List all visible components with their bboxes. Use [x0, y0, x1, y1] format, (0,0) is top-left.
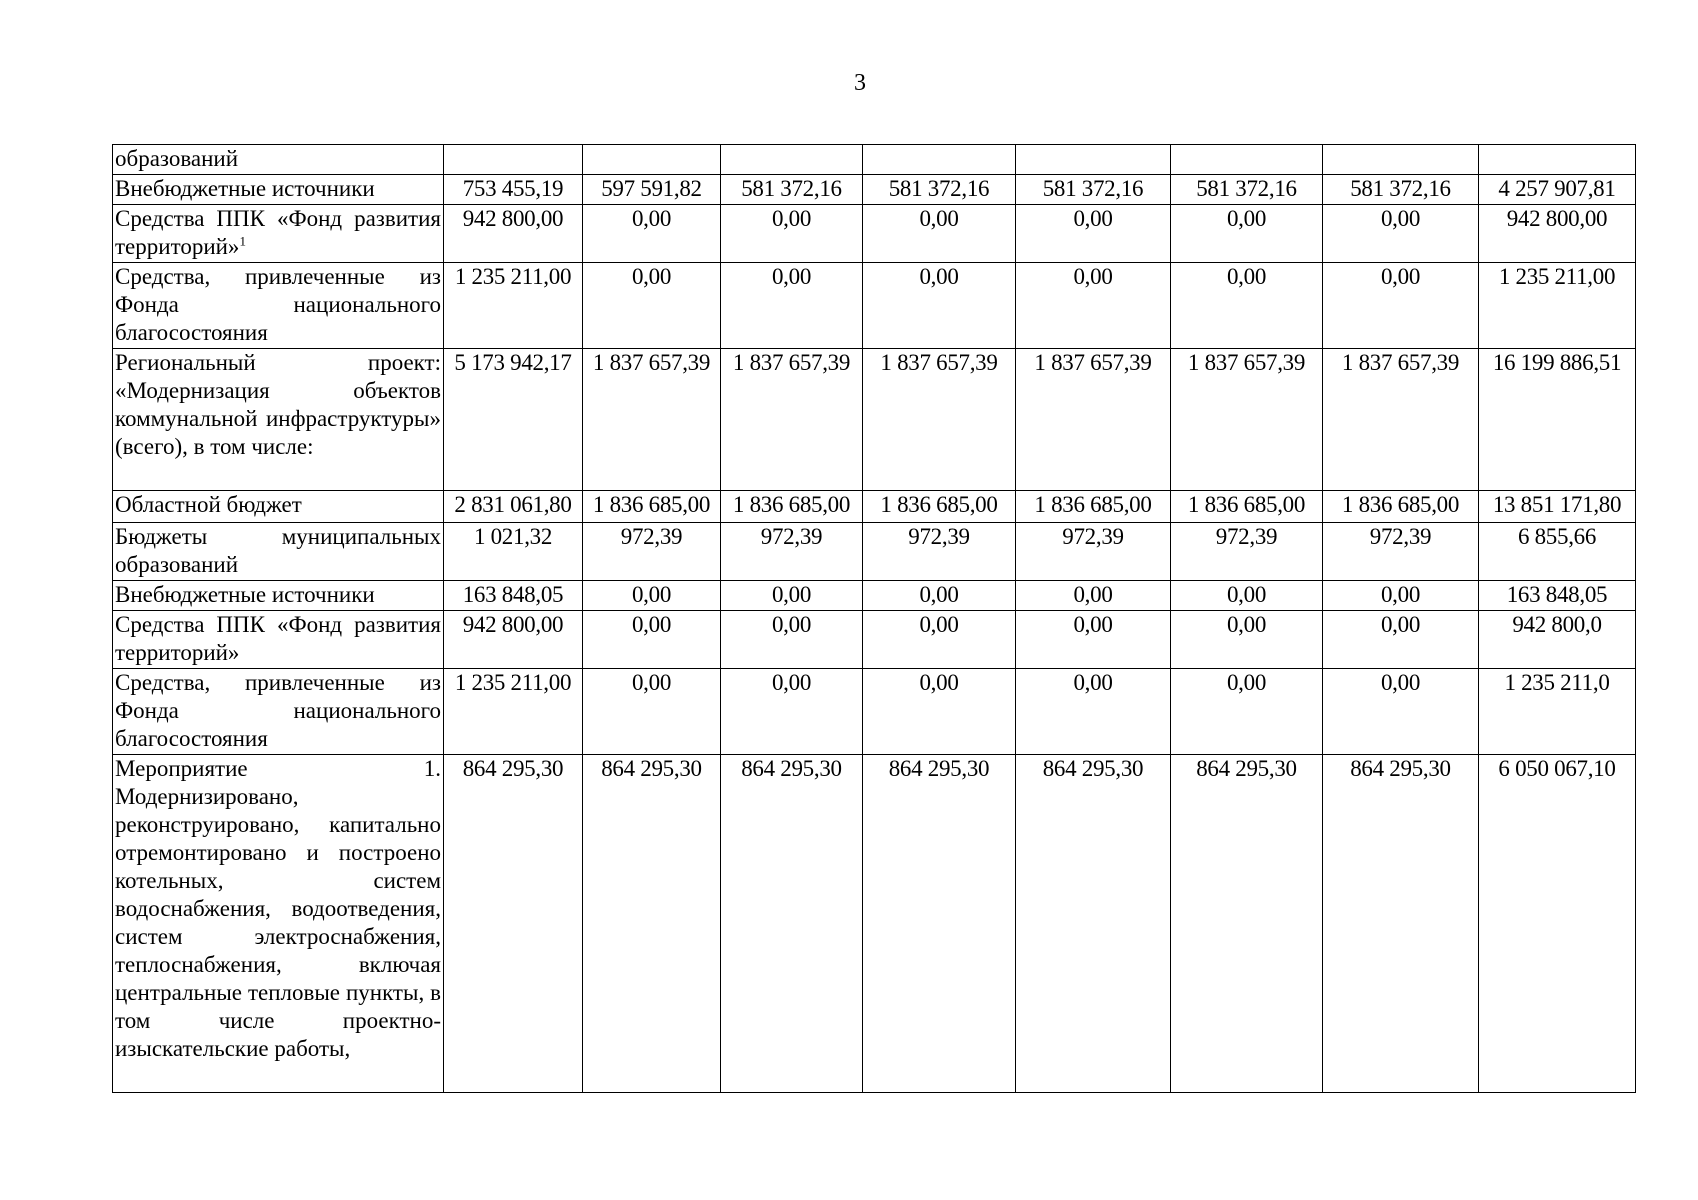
value-cell: 1 021,32 [444, 523, 583, 581]
table-row [113, 263, 1636, 349]
value-cell: 1 836 685,00 [721, 491, 863, 523]
row-label: Бюджеты муниципальных образований [113, 523, 444, 581]
value-cell: 0,00 [583, 263, 721, 349]
value-cell: 0,00 [1323, 669, 1479, 755]
value-cell: 1 235 211,00 [444, 669, 583, 755]
value-cell: 1 837 657,39 [1171, 349, 1323, 491]
value-cell [583, 145, 721, 175]
value-cell: 972,39 [1323, 523, 1479, 581]
value-cell: 1 836 685,00 [863, 491, 1016, 523]
row-label: Средства ППК «Фонд развития территорий» [113, 611, 444, 669]
row-label-text: Средства ППК «Фонд развития территорий» [115, 206, 441, 259]
value-cell: 0,00 [583, 611, 721, 669]
value-cell: 1 837 657,39 [721, 349, 863, 491]
value-cell: 5 173 942,17 [444, 349, 583, 491]
value-cell: 4 257 907,81 [1479, 175, 1636, 205]
value-cell: 864 295,30 [863, 755, 1016, 1093]
value-cell: 0,00 [863, 205, 1016, 263]
value-cell: 942 800,00 [444, 611, 583, 669]
table-row [113, 145, 1636, 175]
value-cell: 581 372,16 [1171, 175, 1323, 205]
value-cell: 1 836 685,00 [1016, 491, 1171, 523]
value-cell: 0,00 [1171, 611, 1323, 669]
value-cell: 0,00 [1016, 611, 1171, 669]
value-cell: 13 851 171,80 [1479, 491, 1636, 523]
value-cell: 1 836 685,00 [583, 491, 721, 523]
value-cell: 0,00 [1016, 263, 1171, 349]
row-label: Региональный проект: «Модернизация объектов коммунальной инфраструктуры» (всего), в том числе: [113, 349, 444, 491]
table-row [113, 669, 1636, 755]
budget-table [112, 144, 1636, 1093]
table-row [113, 611, 1636, 669]
value-cell: 972,39 [1016, 523, 1171, 581]
row-label: Мероприятие 1. Модернизировано, реконструировано, капитально отремонтировано и построено котельных, систем водоснабжения, водоотведения, систем электроснабжения, теплоснабжения, включая центральные тепловые пункты, в том числе проектно-изыскательские работы, [113, 755, 444, 1093]
value-cell: 972,39 [863, 523, 1016, 581]
row-label: Внебюджетные источники [113, 175, 444, 205]
value-cell: 1 837 657,39 [863, 349, 1016, 491]
value-cell: 0,00 [1323, 611, 1479, 669]
value-cell: 0,00 [1323, 263, 1479, 349]
value-cell: 864 295,30 [721, 755, 863, 1093]
value-cell: 581 372,16 [1323, 175, 1479, 205]
value-cell: 6 855,66 [1479, 523, 1636, 581]
value-cell: 0,00 [721, 669, 863, 755]
row-label: Внебюджетные источники [113, 581, 444, 611]
value-cell: 942 800,0 [1479, 611, 1636, 669]
value-cell: 864 295,30 [583, 755, 721, 1093]
value-cell: 0,00 [583, 669, 721, 755]
row-label: Областной бюджет [113, 491, 444, 523]
value-cell [1016, 145, 1171, 175]
page-number: 3 [854, 70, 866, 96]
value-cell: 864 295,30 [444, 755, 583, 1093]
value-cell: 0,00 [863, 581, 1016, 611]
value-cell: 972,39 [583, 523, 721, 581]
value-cell: 942 800,00 [444, 205, 583, 263]
value-cell: 942 800,00 [1479, 205, 1636, 263]
value-cell: 163 848,05 [1479, 581, 1636, 611]
value-cell: 864 295,30 [1323, 755, 1479, 1093]
value-cell: 0,00 [1323, 205, 1479, 263]
value-cell: 0,00 [863, 669, 1016, 755]
row-label: Средства, привлеченные из Фонда национального благосостояния [113, 263, 444, 349]
value-cell [1323, 145, 1479, 175]
value-cell: 864 295,30 [1171, 755, 1323, 1093]
value-cell: 581 372,16 [1016, 175, 1171, 205]
value-cell: 581 372,16 [721, 175, 863, 205]
value-cell: 0,00 [583, 205, 721, 263]
value-cell [1479, 145, 1636, 175]
value-cell: 0,00 [583, 581, 721, 611]
value-cell: 1 235 211,00 [1479, 263, 1636, 349]
value-cell: 0,00 [1171, 205, 1323, 263]
table-row [113, 523, 1636, 581]
value-cell: 597 591,82 [583, 175, 721, 205]
value-cell: 753 455,19 [444, 175, 583, 205]
value-cell: 1 836 685,00 [1323, 491, 1479, 523]
value-cell: 1 836 685,00 [1171, 491, 1323, 523]
value-cell: 972,39 [1171, 523, 1323, 581]
value-cell [1171, 145, 1323, 175]
value-cell: 1 235 211,0 [1479, 669, 1636, 755]
value-cell [863, 145, 1016, 175]
table-row [113, 205, 1636, 263]
value-cell: 0,00 [1016, 669, 1171, 755]
value-cell: 0,00 [1171, 581, 1323, 611]
value-cell: 0,00 [721, 581, 863, 611]
value-cell: 972,39 [721, 523, 863, 581]
value-cell: 581 372,16 [863, 175, 1016, 205]
value-cell: 6 050 067,10 [1479, 755, 1636, 1093]
value-cell: 864 295,30 [1016, 755, 1171, 1093]
value-cell: 0,00 [1171, 263, 1323, 349]
value-cell: 0,00 [721, 611, 863, 669]
value-cell: 0,00 [721, 205, 863, 263]
value-cell: 0,00 [863, 263, 1016, 349]
row-label [113, 205, 444, 263]
value-cell: 16 199 886,51 [1479, 349, 1636, 491]
value-cell: 1 235 211,00 [444, 263, 583, 349]
value-cell: 0,00 [1171, 669, 1323, 755]
row-label: Средства, привлеченные из Фонда национального благосостояния [113, 669, 444, 755]
value-cell: 1 837 657,39 [1323, 349, 1479, 491]
value-cell: 0,00 [863, 611, 1016, 669]
value-cell: 0,00 [1016, 581, 1171, 611]
table-row [113, 581, 1636, 611]
table-row [113, 755, 1636, 1093]
table-row [113, 175, 1636, 205]
value-cell: 163 848,05 [444, 581, 583, 611]
value-cell: 0,00 [721, 263, 863, 349]
value-cell [721, 145, 863, 175]
row-label: образований [113, 145, 444, 175]
value-cell: 1 837 657,39 [1016, 349, 1171, 491]
table-row [113, 349, 1636, 491]
value-cell: 0,00 [1323, 581, 1479, 611]
value-cell [444, 145, 583, 175]
value-cell: 1 837 657,39 [583, 349, 721, 491]
table-row [113, 491, 1636, 523]
value-cell: 0,00 [1016, 205, 1171, 263]
value-cell: 2 831 061,80 [444, 491, 583, 523]
footnote-marker: 1 [239, 233, 246, 249]
